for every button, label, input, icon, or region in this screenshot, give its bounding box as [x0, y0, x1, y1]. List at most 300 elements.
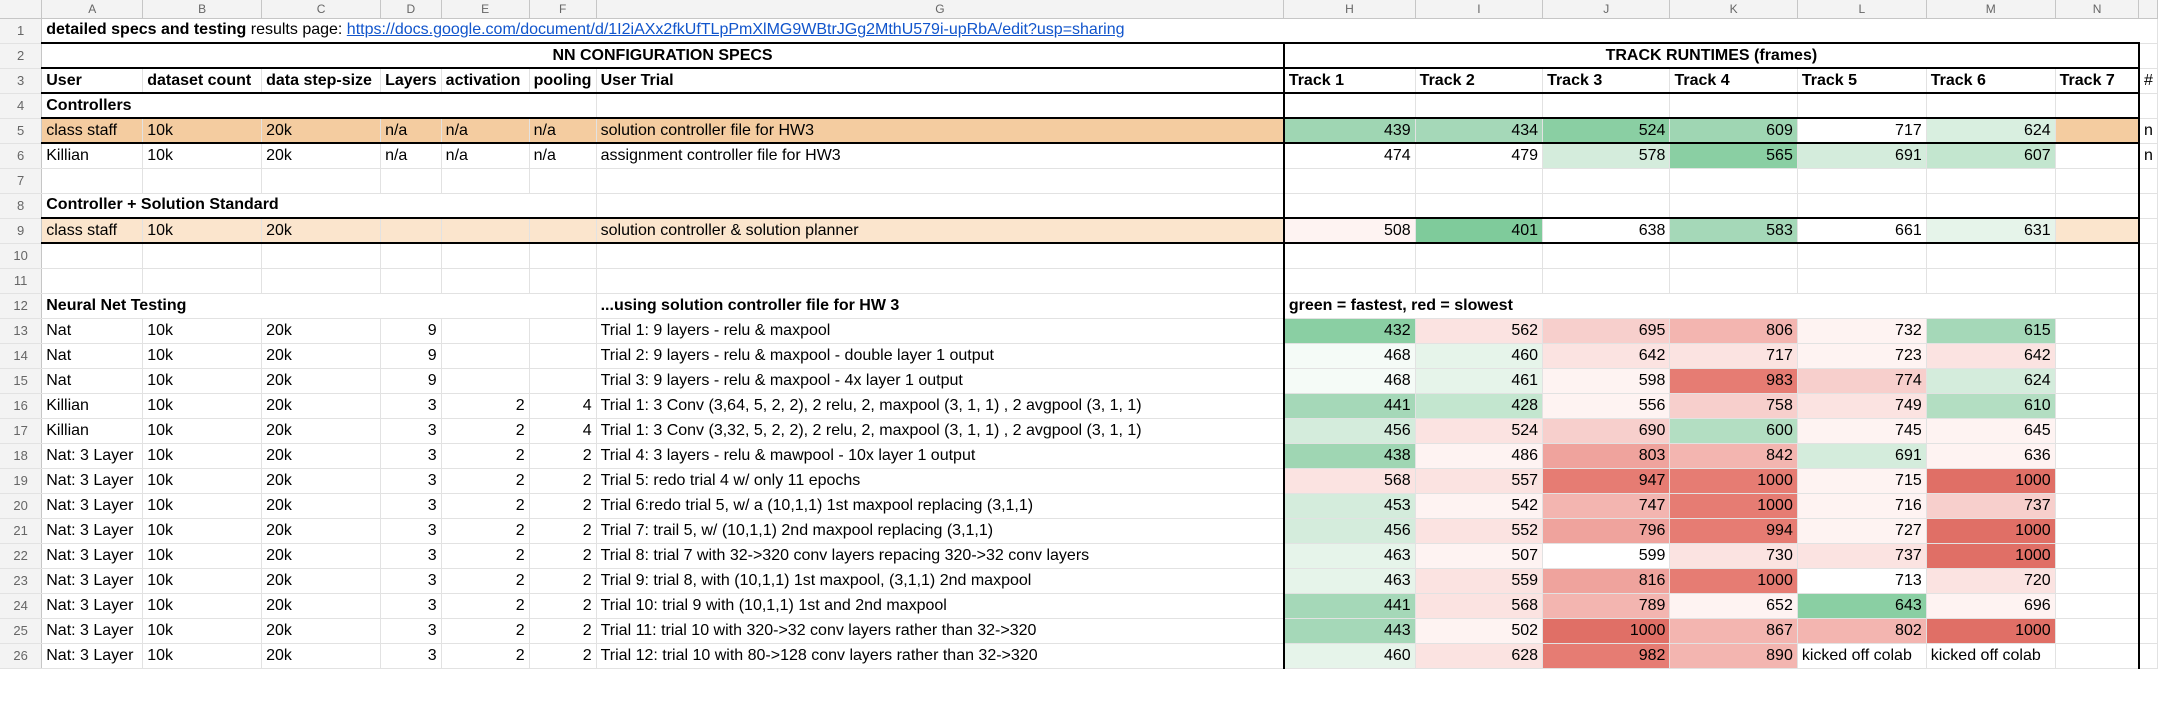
data-cell[interactable]: Trial 11: trial 10 with 320->32 conv layers rather than 32->320	[596, 618, 1284, 643]
data-cell[interactable]: 20k	[262, 218, 381, 243]
header-cell[interactable]: Track 4	[1670, 68, 1797, 93]
header-cell[interactable]: User	[42, 68, 143, 93]
row-header[interactable]: 13	[0, 318, 42, 343]
data-cell[interactable]: Trial 10: trial 9 with (10,1,1) 1st and 2nd maxpool	[596, 593, 1284, 618]
data-cell[interactable]: 2	[529, 443, 596, 468]
cell[interactable]	[1797, 193, 1926, 218]
runtime-cell[interactable]: 600	[1670, 418, 1797, 443]
data-cell[interactable]	[441, 343, 529, 368]
runtime-cell[interactable]: 441	[1284, 593, 1415, 618]
runtime-cell[interactable]: 453	[1284, 493, 1415, 518]
runtime-cell[interactable]: 1000	[1670, 493, 1797, 518]
column-header[interactable]: I	[1415, 0, 1542, 18]
data-cell[interactable]: 2	[441, 593, 529, 618]
runtime-cell[interactable]: 557	[1415, 468, 1542, 493]
runtime-cell[interactable]: 842	[1670, 443, 1797, 468]
data-cell[interactable]	[2139, 218, 2158, 243]
data-cell[interactable]: 2	[529, 468, 596, 493]
runtime-cell[interactable]: 695	[1543, 318, 1670, 343]
runtime-cell[interactable]	[2055, 643, 2139, 668]
data-cell[interactable]: 3	[381, 618, 442, 643]
header-cell[interactable]: Layers	[381, 68, 442, 93]
data-cell[interactable]: 20k	[262, 393, 381, 418]
cell[interactable]	[1926, 168, 2055, 193]
data-cell[interactable]: 3	[381, 418, 442, 443]
header-cell[interactable]: Track 7	[2055, 68, 2139, 93]
data-cell[interactable]: Nat: 3 Layer	[42, 543, 143, 568]
color-legend[interactable]: green = fastest, red = slowest	[1284, 293, 2139, 318]
row-header[interactable]: 1	[0, 18, 42, 43]
data-cell[interactable]	[2139, 593, 2158, 618]
runtime-cell[interactable]: 661	[1797, 218, 1926, 243]
data-cell[interactable]	[2139, 543, 2158, 568]
data-cell[interactable]	[381, 218, 442, 243]
runtime-cell[interactable]: 474	[1284, 143, 1415, 168]
data-cell[interactable]: 10k	[143, 343, 262, 368]
column-header[interactable]: L	[1797, 0, 1926, 18]
row-header[interactable]: 8	[0, 193, 42, 218]
cell[interactable]	[1926, 268, 2055, 293]
runtime-cell[interactable]: 438	[1284, 443, 1415, 468]
runtime-cell[interactable]: 468	[1284, 343, 1415, 368]
runtime-cell[interactable]: 717	[1670, 343, 1797, 368]
runtime-cell[interactable]: 1000	[1670, 568, 1797, 593]
data-cell[interactable]: 10k	[143, 643, 262, 668]
cell[interactable]	[1543, 93, 1670, 118]
runtime-cell[interactable]: 434	[1415, 118, 1542, 143]
cell[interactable]	[2139, 243, 2158, 268]
runtime-cell[interactable]: 562	[1415, 318, 1542, 343]
data-cell[interactable]: n/a	[529, 143, 596, 168]
column-header[interactable]: H	[1284, 0, 1415, 18]
runtime-cell[interactable]: 796	[1543, 518, 1670, 543]
cell[interactable]	[1797, 93, 1926, 118]
cell[interactable]	[529, 168, 596, 193]
runtime-cell[interactable]: 789	[1543, 593, 1670, 618]
cell[interactable]	[143, 168, 262, 193]
header-cell[interactable]: Track 5	[1797, 68, 1926, 93]
data-cell[interactable]: 10k	[143, 568, 262, 593]
data-cell[interactable]: Trial 6:redo trial 5, w/ a (10,1,1) 1st maxpool replacing (3,1,1)	[596, 493, 1284, 518]
runtime-cell[interactable]: 745	[1797, 418, 1926, 443]
cell[interactable]	[2139, 43, 2158, 68]
runtime-cell[interactable]	[2055, 368, 2139, 393]
cell[interactable]	[596, 193, 1284, 218]
data-cell[interactable]: 2	[529, 518, 596, 543]
cell[interactable]	[2055, 243, 2139, 268]
column-header[interactable]: D	[381, 0, 442, 18]
runtime-cell[interactable]: 1000	[1926, 518, 2055, 543]
data-cell[interactable]: 20k	[262, 143, 381, 168]
header-cell[interactable]: Track 1	[1284, 68, 1415, 93]
data-cell[interactable]: Nat: 3 Layer	[42, 518, 143, 543]
data-cell[interactable]: Trial 7: trail 5, w/ (10,1,1) 2nd maxpool replacing (3,1,1)	[596, 518, 1284, 543]
data-cell[interactable]: 3	[381, 643, 442, 668]
data-cell[interactable]: 2	[529, 643, 596, 668]
column-header[interactable]: N	[2055, 0, 2139, 18]
runtime-cell[interactable]: 599	[1543, 543, 1670, 568]
data-cell[interactable]: n/a	[381, 118, 442, 143]
data-cell[interactable]: 20k	[262, 618, 381, 643]
data-cell[interactable]: 3	[381, 543, 442, 568]
runtime-cell[interactable]: 727	[1797, 518, 1926, 543]
row-header[interactable]: 7	[0, 168, 42, 193]
runtime-cell[interactable]: 803	[1543, 443, 1670, 468]
runtime-banner[interactable]: TRACK RUNTIMES (frames)	[1284, 43, 2139, 68]
runtime-cell[interactable]: 556	[1543, 393, 1670, 418]
data-cell[interactable]: 10k	[143, 418, 262, 443]
data-cell[interactable]: 2	[441, 518, 529, 543]
data-cell[interactable]: 3	[381, 593, 442, 618]
runtime-cell[interactable]: 691	[1797, 143, 1926, 168]
runtime-cell[interactable]: 559	[1415, 568, 1542, 593]
data-cell[interactable]	[2139, 368, 2158, 393]
data-cell[interactable]: 2	[441, 618, 529, 643]
row-header[interactable]: 3	[0, 68, 42, 93]
column-header[interactable]: C	[262, 0, 381, 18]
data-cell[interactable]: Nat: 3 Layer	[42, 493, 143, 518]
data-cell[interactable]: 2	[441, 393, 529, 418]
runtime-cell[interactable]: 461	[1415, 368, 1542, 393]
runtime-cell[interactable]: 456	[1284, 418, 1415, 443]
row-header[interactable]: 18	[0, 443, 42, 468]
row-header[interactable]: 11	[0, 268, 42, 293]
runtime-cell[interactable]: 723	[1797, 343, 1926, 368]
runtime-cell[interactable]	[2055, 468, 2139, 493]
header-cell[interactable]: pooling	[529, 68, 596, 93]
data-cell[interactable]: Trial 9: trial 8, with (10,1,1) 1st maxpool, (3,1,1) 2nd maxpool	[596, 568, 1284, 593]
cell[interactable]	[262, 243, 381, 268]
cell[interactable]	[2139, 168, 2158, 193]
data-cell[interactable]: Trial 4: 3 layers - relu & mawpool - 10x layer 1 output	[596, 443, 1284, 468]
data-cell[interactable]: n/a	[441, 118, 529, 143]
cell[interactable]	[1670, 168, 1797, 193]
runtime-cell[interactable]	[2055, 618, 2139, 643]
spec-doc-link[interactable]: https://docs.google.com/document/d/1I2iAXx2fkUfTLpPmXlMG9WBtrJGg2MthU579i-upRbA/edit?usp=sharing	[346, 21, 1125, 39]
data-cell[interactable]: 2	[441, 568, 529, 593]
data-cell[interactable]: Trial 1: 3 Conv (3,64, 5, 2, 2), 2 relu, 2, maxpool (3, 1, 1) , 2 avgpool (3, 1, 1)	[596, 393, 1284, 418]
data-cell[interactable]: 20k	[262, 568, 381, 593]
header-cell[interactable]: data step-size	[262, 68, 381, 93]
runtime-cell[interactable]: 994	[1670, 518, 1797, 543]
data-cell[interactable]: 20k	[262, 643, 381, 668]
runtime-cell[interactable]: 642	[1543, 343, 1670, 368]
section-title[interactable]: Neural Net Testing	[42, 293, 596, 318]
section-title[interactable]: Controllers	[42, 93, 596, 118]
row-header[interactable]: 5	[0, 118, 42, 143]
data-cell[interactable]: 2	[441, 493, 529, 518]
runtime-cell[interactable]: 1000	[1926, 543, 2055, 568]
runtime-cell[interactable]	[2055, 493, 2139, 518]
runtime-cell[interactable]: 642	[1926, 343, 2055, 368]
row-header[interactable]: 26	[0, 643, 42, 668]
cell[interactable]	[1670, 193, 1797, 218]
runtime-cell[interactable]: 598	[1543, 368, 1670, 393]
data-cell[interactable]: 20k	[262, 443, 381, 468]
cell[interactable]	[1415, 268, 1542, 293]
cell[interactable]	[42, 243, 143, 268]
runtime-cell[interactable]	[2055, 518, 2139, 543]
runtime-cell[interactable]: 524	[1415, 418, 1542, 443]
row-header[interactable]: 4	[0, 93, 42, 118]
runtime-cell[interactable]: 439	[1284, 118, 1415, 143]
runtime-cell[interactable]: 502	[1415, 618, 1542, 643]
runtime-cell[interactable]: 802	[1797, 618, 1926, 643]
data-cell[interactable]	[529, 218, 596, 243]
runtime-cell[interactable]: 652	[1670, 593, 1797, 618]
data-cell[interactable]: 3	[381, 443, 442, 468]
runtime-cell[interactable]: 749	[1797, 393, 1926, 418]
cell[interactable]	[1543, 168, 1670, 193]
cell[interactable]	[1543, 243, 1670, 268]
data-cell[interactable]: 10k	[143, 543, 262, 568]
data-cell[interactable]: Trial 8: trial 7 with 32->320 conv layers repacing 320->32 conv layers	[596, 543, 1284, 568]
runtime-cell[interactable]: 758	[1670, 393, 1797, 418]
cell[interactable]	[2139, 93, 2158, 118]
data-cell[interactable]	[2139, 618, 2158, 643]
cell[interactable]	[1284, 93, 1415, 118]
row-header[interactable]: 22	[0, 543, 42, 568]
data-cell[interactable]	[441, 218, 529, 243]
header-cell[interactable]: activation	[441, 68, 529, 93]
data-cell[interactable]: 9	[381, 318, 442, 343]
column-header[interactable]: K	[1670, 0, 1797, 18]
data-cell[interactable]: Nat: 3 Layer	[42, 593, 143, 618]
runtime-cell[interactable]: 645	[1926, 418, 2055, 443]
section-title[interactable]: Controller + Solution Standard	[42, 193, 596, 218]
row-header[interactable]: 10	[0, 243, 42, 268]
runtime-cell[interactable]: 568	[1415, 593, 1542, 618]
data-cell[interactable]: Nat	[42, 343, 143, 368]
runtime-cell[interactable]: 982	[1543, 643, 1670, 668]
runtime-cell[interactable]: 690	[1543, 418, 1670, 443]
runtime-cell[interactable]: 732	[1797, 318, 1926, 343]
runtime-cell[interactable]	[2055, 418, 2139, 443]
data-cell[interactable]: Nat: 3 Layer	[42, 618, 143, 643]
row-header[interactable]: 17	[0, 418, 42, 443]
runtime-cell[interactable]: 816	[1543, 568, 1670, 593]
runtime-cell[interactable]: 715	[1797, 468, 1926, 493]
cell[interactable]	[1415, 193, 1542, 218]
cell[interactable]	[1926, 243, 2055, 268]
header-cell[interactable]: dataset count	[143, 68, 262, 93]
select-all-corner[interactable]	[0, 0, 42, 18]
data-cell[interactable]: Nat	[42, 368, 143, 393]
runtime-cell[interactable]: 624	[1926, 118, 2055, 143]
row-header[interactable]: 19	[0, 468, 42, 493]
data-cell[interactable]	[2139, 518, 2158, 543]
runtime-cell[interactable]: 615	[1926, 318, 2055, 343]
data-cell[interactable]: 10k	[143, 443, 262, 468]
runtime-cell[interactable]: 747	[1543, 493, 1670, 518]
cell[interactable]	[1670, 93, 1797, 118]
cell[interactable]	[1284, 268, 1415, 293]
row-header[interactable]: 9	[0, 218, 42, 243]
data-cell[interactable]: 2	[529, 618, 596, 643]
cell[interactable]	[1415, 243, 1542, 268]
data-cell[interactable]: Nat: 3 Layer	[42, 468, 143, 493]
data-cell[interactable]: 20k	[262, 593, 381, 618]
data-cell[interactable]	[2139, 643, 2158, 668]
cell[interactable]	[2139, 268, 2158, 293]
data-cell[interactable]	[441, 318, 529, 343]
data-cell[interactable]: n/a	[381, 143, 442, 168]
data-cell[interactable]	[2139, 318, 2158, 343]
data-cell[interactable]: 2	[529, 543, 596, 568]
runtime-cell[interactable]: 774	[1797, 368, 1926, 393]
data-cell[interactable]: assignment controller file for HW3	[596, 143, 1284, 168]
runtime-cell[interactable]: 460	[1284, 643, 1415, 668]
cell[interactable]	[1415, 93, 1542, 118]
runtime-cell[interactable]: 443	[1284, 618, 1415, 643]
cell[interactable]	[441, 268, 529, 293]
config-banner[interactable]: NN CONFIGURATION SPECS	[42, 43, 1284, 68]
runtime-cell[interactable]: 486	[1415, 443, 1542, 468]
cell[interactable]	[2139, 193, 2158, 218]
header-cell[interactable]: Track 2	[1415, 68, 1542, 93]
cell[interactable]	[2055, 193, 2139, 218]
data-cell[interactable]: 10k	[143, 218, 262, 243]
runtime-cell[interactable]: kicked off colab	[1797, 643, 1926, 668]
column-header[interactable]: F	[529, 0, 596, 18]
cell[interactable]	[1797, 168, 1926, 193]
cell[interactable]	[381, 168, 442, 193]
runtime-cell[interactable]: 401	[1415, 218, 1542, 243]
data-cell[interactable]: 2	[529, 593, 596, 618]
runtime-cell[interactable]: 638	[1543, 218, 1670, 243]
data-cell[interactable]: 10k	[143, 393, 262, 418]
data-cell[interactable]: 4	[529, 418, 596, 443]
data-cell[interactable]: 20k	[262, 518, 381, 543]
data-cell[interactable]: 20k	[262, 318, 381, 343]
runtime-cell[interactable]: 507	[1415, 543, 1542, 568]
cell[interactable]	[1670, 243, 1797, 268]
data-cell[interactable]: 10k	[143, 118, 262, 143]
cell[interactable]	[262, 168, 381, 193]
data-cell[interactable]: 20k	[262, 468, 381, 493]
data-cell[interactable]: Killian	[42, 143, 143, 168]
data-cell[interactable]: 3	[381, 518, 442, 543]
data-cell[interactable]: 20k	[262, 118, 381, 143]
column-header[interactable]: M	[1926, 0, 2055, 18]
data-cell[interactable]	[529, 318, 596, 343]
data-cell[interactable]: 2	[441, 418, 529, 443]
data-cell[interactable]: 10k	[143, 318, 262, 343]
data-cell[interactable]: 2	[529, 493, 596, 518]
column-header[interactable]: A	[42, 0, 143, 18]
column-header[interactable]: G	[596, 0, 1284, 18]
data-cell[interactable]	[2139, 393, 2158, 418]
data-cell[interactable]	[2139, 568, 2158, 593]
cell[interactable]	[42, 268, 143, 293]
data-cell[interactable]: 9	[381, 343, 442, 368]
row-header[interactable]: 21	[0, 518, 42, 543]
data-cell[interactable]: 2	[441, 468, 529, 493]
runtime-cell[interactable]: 1000	[1543, 618, 1670, 643]
data-cell[interactable]: solution controller & solution planner	[596, 218, 1284, 243]
row-header[interactable]: 25	[0, 618, 42, 643]
runtime-cell[interactable]	[2055, 118, 2139, 143]
data-cell[interactable]	[2139, 493, 2158, 518]
cell[interactable]	[1284, 193, 1415, 218]
data-cell[interactable]: Nat	[42, 318, 143, 343]
cell[interactable]	[1543, 193, 1670, 218]
cell[interactable]	[1284, 168, 1415, 193]
data-cell[interactable]: 20k	[262, 368, 381, 393]
header-cell[interactable]: #	[2139, 68, 2158, 93]
row-header[interactable]: 15	[0, 368, 42, 393]
cell[interactable]	[381, 268, 442, 293]
data-cell[interactable]: Nat: 3 Layer	[42, 443, 143, 468]
runtime-cell[interactable]: 720	[1926, 568, 2055, 593]
cell[interactable]	[143, 243, 262, 268]
data-cell[interactable]: 2	[441, 543, 529, 568]
data-cell[interactable]: Trial 12: trial 10 with 80->128 conv layers rather than 32->320	[596, 643, 1284, 668]
cell[interactable]	[1926, 193, 2055, 218]
data-cell[interactable]: 3	[381, 493, 442, 518]
row-header[interactable]: 24	[0, 593, 42, 618]
cell[interactable]	[1415, 168, 1542, 193]
runtime-cell[interactable]: 1000	[1926, 618, 2055, 643]
runtime-cell[interactable]: 628	[1415, 643, 1542, 668]
data-cell[interactable]: 10k	[143, 468, 262, 493]
runtime-cell[interactable]: 441	[1284, 393, 1415, 418]
data-cell[interactable]: 2	[441, 443, 529, 468]
row-header[interactable]: 12	[0, 293, 42, 318]
row-header[interactable]: 16	[0, 393, 42, 418]
cell[interactable]	[529, 243, 596, 268]
data-cell[interactable]: 10k	[143, 518, 262, 543]
column-header[interactable]: J	[1543, 0, 1670, 18]
runtime-cell[interactable]: kicked off colab	[1926, 643, 2055, 668]
data-cell[interactable]: Killian	[42, 393, 143, 418]
runtime-cell[interactable]	[2055, 543, 2139, 568]
data-cell[interactable]	[2139, 343, 2158, 368]
runtime-cell[interactable]: 643	[1797, 593, 1926, 618]
cell[interactable]	[2055, 93, 2139, 118]
data-cell[interactable]: n/a	[441, 143, 529, 168]
data-cell[interactable]: Nat: 3 Layer	[42, 643, 143, 668]
runtime-cell[interactable]	[2055, 343, 2139, 368]
cell[interactable]	[1797, 243, 1926, 268]
runtime-cell[interactable]	[2055, 218, 2139, 243]
cell[interactable]	[441, 243, 529, 268]
runtime-cell[interactable]: 636	[1926, 443, 2055, 468]
cell[interactable]	[262, 268, 381, 293]
cell[interactable]	[143, 268, 262, 293]
data-cell[interactable]: 10k	[143, 618, 262, 643]
data-cell[interactable]: 20k	[262, 493, 381, 518]
cell[interactable]	[381, 243, 442, 268]
runtime-cell[interactable]	[2055, 593, 2139, 618]
runtime-cell[interactable]: 542	[1415, 493, 1542, 518]
data-cell[interactable]: 10k	[143, 368, 262, 393]
data-cell[interactable]	[529, 343, 596, 368]
runtime-cell[interactable]: 696	[1926, 593, 2055, 618]
runtime-cell[interactable]: 947	[1543, 468, 1670, 493]
runtime-cell[interactable]: 479	[1415, 143, 1542, 168]
runtime-cell[interactable]: 716	[1797, 493, 1926, 518]
header-cell[interactable]: Track 3	[1543, 68, 1670, 93]
cell[interactable]	[1926, 93, 2055, 118]
column-header[interactable]: E	[441, 0, 529, 18]
runtime-cell[interactable]	[2055, 568, 2139, 593]
data-cell[interactable]: 3	[381, 393, 442, 418]
runtime-cell[interactable]: 806	[1670, 318, 1797, 343]
runtime-cell[interactable]: 737	[1926, 493, 2055, 518]
data-cell[interactable]: Trial 3: 9 layers - relu & maxpool - 4x layer 1 output	[596, 368, 1284, 393]
data-cell[interactable]	[2139, 443, 2158, 468]
